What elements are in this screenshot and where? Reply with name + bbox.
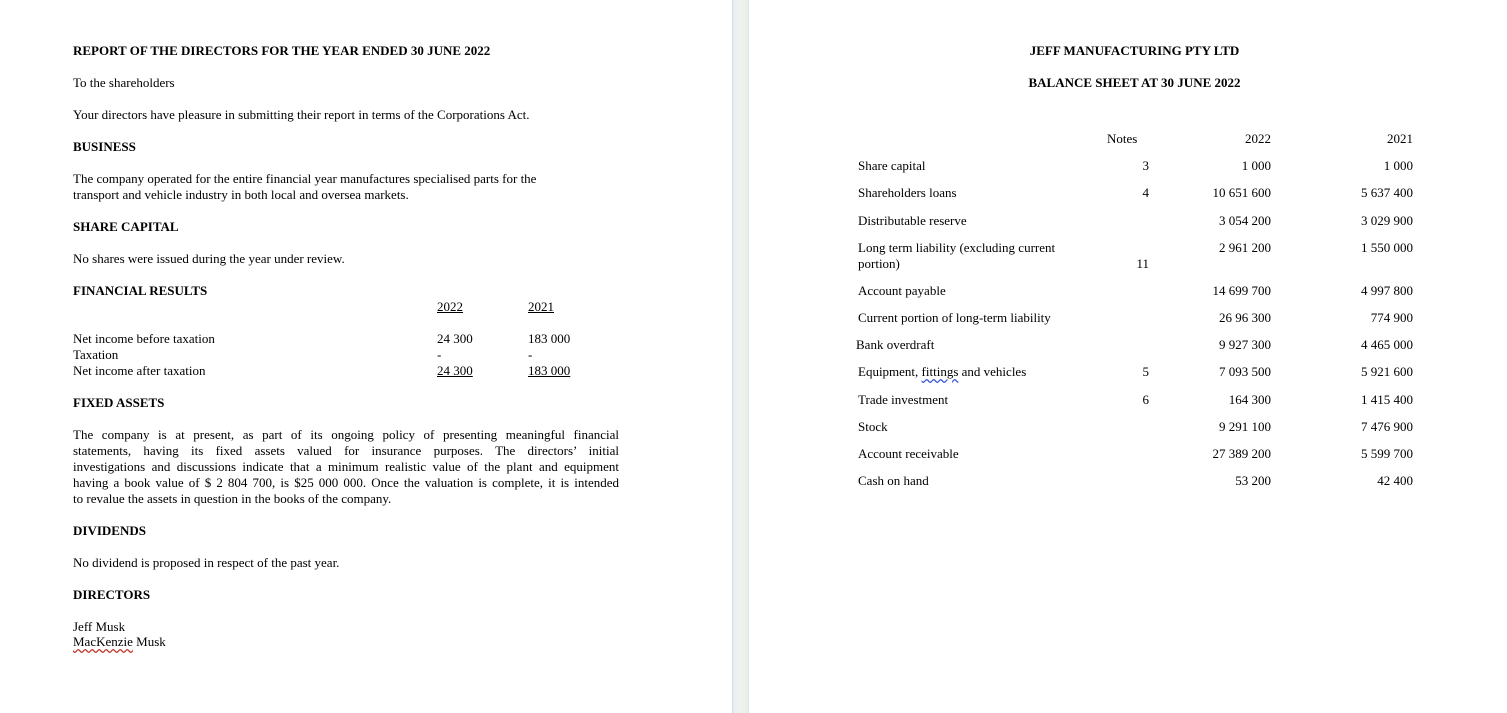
bs-row-label: Distributable reserve (858, 213, 967, 228)
dividends-text: No dividend is proposed in respect of the past year. (73, 555, 340, 570)
intro-text: Your directors have pleasure in submitting their report in terms of the Corporations Act. (73, 107, 530, 122)
bs-row-label: Current portion of long-term liability (858, 310, 1051, 325)
business-heading: BUSINESS (73, 139, 136, 154)
director-name-1: Jeff Musk (73, 619, 126, 634)
bs-row-label: Long term liability (excluding current (858, 240, 1056, 255)
bs-row-note: 6 (1142, 392, 1149, 407)
bs-row-value-2022: 14 699 700 (1212, 283, 1271, 298)
bs-row-value-2021: 7 476 900 (1361, 419, 1413, 434)
bs-row-value-2022: 27 389 200 (1212, 446, 1271, 461)
salutation: To the shareholders (73, 75, 175, 90)
bs-row-value-2022: 3 054 200 (1219, 213, 1271, 228)
report-title: REPORT OF THE DIRECTORS FOR THE YEAR ENDED 30 JUNE 2022 (73, 43, 491, 58)
fr-row-label: Taxation (73, 347, 119, 362)
director-name-2 (73, 634, 166, 650)
page-gutter (732, 0, 749, 713)
fixed-assets-line: investigations and discussions indicate that a minimum realistic value of the plant and equipment (73, 459, 619, 474)
fr-col-2021: 2021 (528, 299, 554, 314)
fixed-assets-line: statements, having its fixed assets valued for insurance purposes. The directors’ initial (73, 443, 619, 458)
bs-row-value-2022: 7 093 500 (1219, 364, 1271, 379)
bs-row-label-part: and vehicles (958, 364, 1027, 379)
bs-row-label-part: fittings (921, 364, 959, 379)
share-capital-heading: SHARE CAPITAL (73, 219, 179, 234)
fixed-assets-line: to revalue the assets in question in the books of the company. (73, 491, 392, 506)
bs-row-value-2021: 1 550 000 (1361, 240, 1413, 255)
business-line-1: The company operated for the entire financial year manufactures specialised parts for the (73, 171, 537, 186)
bs-row-note: 3 (1142, 158, 1149, 173)
bs-row-value-2022: 9 291 100 (1219, 419, 1271, 434)
company-name: JEFF MANUFACTURING PTY LTD (1029, 43, 1240, 58)
bs-row-note: 11 (1136, 256, 1149, 271)
fr-row-value-2022: - (437, 347, 442, 362)
dividends-heading: DIVIDENDS (73, 523, 146, 538)
fr-row-value-2022: 24 300 (437, 363, 473, 378)
bs-row-label: Stock (858, 419, 888, 434)
bs-row-value-2021: 42 400 (1377, 473, 1413, 488)
bs-row-value-2021: 3 029 900 (1361, 213, 1413, 228)
director-name-2-last: Musk (132, 634, 166, 649)
header-2022: 2022 (1245, 131, 1271, 146)
bs-row-value-2021: 774 900 (1370, 310, 1413, 325)
right-page[interactable] (749, 0, 1507, 713)
fixed-assets-line: having a book value of $ 2 804 700, is $25 000 000. Once the valuation is complete, it is intended (73, 475, 619, 490)
bs-row-label: Bank overdraft (856, 337, 935, 352)
balance-sheet-title: BALANCE SHEET AT 30 JUNE 2022 (1028, 75, 1241, 90)
bs-row-value-2022: 26 96 300 (1219, 310, 1271, 325)
fr-row-value-2021: - (528, 347, 533, 362)
bs-row-label-continued: portion) (858, 256, 900, 271)
fixed-assets-heading: FIXED ASSETS (73, 395, 165, 410)
fr-row-value-2021: 183 000 (528, 331, 571, 346)
bs-row-value-2021: 5 637 400 (1361, 185, 1413, 200)
bs-row-label: Cash on hand (858, 473, 929, 488)
director-name-2-first: MacKenzie (73, 634, 133, 649)
fr-row-label: Net income after taxation (73, 363, 206, 378)
bs-row-value-2022: 53 200 (1235, 473, 1271, 488)
bs-row-value-2022: 164 300 (1228, 392, 1271, 407)
header-2021: 2021 (1387, 131, 1413, 146)
fr-col-2022: 2022 (437, 299, 463, 314)
directors-heading: DIRECTORS (73, 587, 151, 602)
fr-row-value-2022: 24 300 (437, 331, 473, 346)
bs-row-value-2022: 2 961 200 (1219, 240, 1271, 255)
bs-row-value-2021: 4 997 800 (1361, 283, 1413, 298)
left-page[interactable] (0, 0, 732, 713)
bs-row-value-2021: 1 000 (1383, 158, 1413, 173)
bs-row-label (858, 364, 1026, 380)
bs-row-value-2021: 1 415 400 (1361, 392, 1413, 407)
bs-row-value-2022: 1 000 (1241, 158, 1271, 173)
bs-row-label: Shareholders loans (858, 185, 957, 200)
bs-row-label: Account receivable (858, 446, 959, 461)
bs-row-label-part: Equipment, (858, 364, 922, 379)
header-notes: Notes (1107, 131, 1138, 146)
bs-row-label: Trade investment (858, 392, 949, 407)
business-line-2: transport and vehicle industry in both local and oversea markets. (73, 187, 409, 202)
fr-row-label: Net income before taxation (73, 331, 215, 346)
fr-row-value-2021: 183 000 (528, 363, 571, 378)
bs-row-value-2022: 9 927 300 (1219, 337, 1271, 352)
bs-row-value-2022: 10 651 600 (1212, 185, 1271, 200)
bs-row-note: 5 (1142, 364, 1149, 379)
bs-row-label: Account payable (858, 283, 946, 298)
bs-row-value-2021: 4 465 000 (1361, 337, 1413, 352)
share-capital-text: No shares were issued during the year under review. (73, 251, 345, 266)
bs-row-label: Share capital (858, 158, 926, 173)
financial-results-heading: FINANCIAL RESULTS (73, 283, 208, 298)
bs-row-value-2021: 5 599 700 (1361, 446, 1413, 461)
fixed-assets-line: The company is at present, as part of its ongoing policy of presenting meaningful financial (73, 427, 619, 442)
bs-row-value-2021: 5 921 600 (1361, 364, 1413, 379)
bs-row-note: 4 (1142, 185, 1149, 200)
